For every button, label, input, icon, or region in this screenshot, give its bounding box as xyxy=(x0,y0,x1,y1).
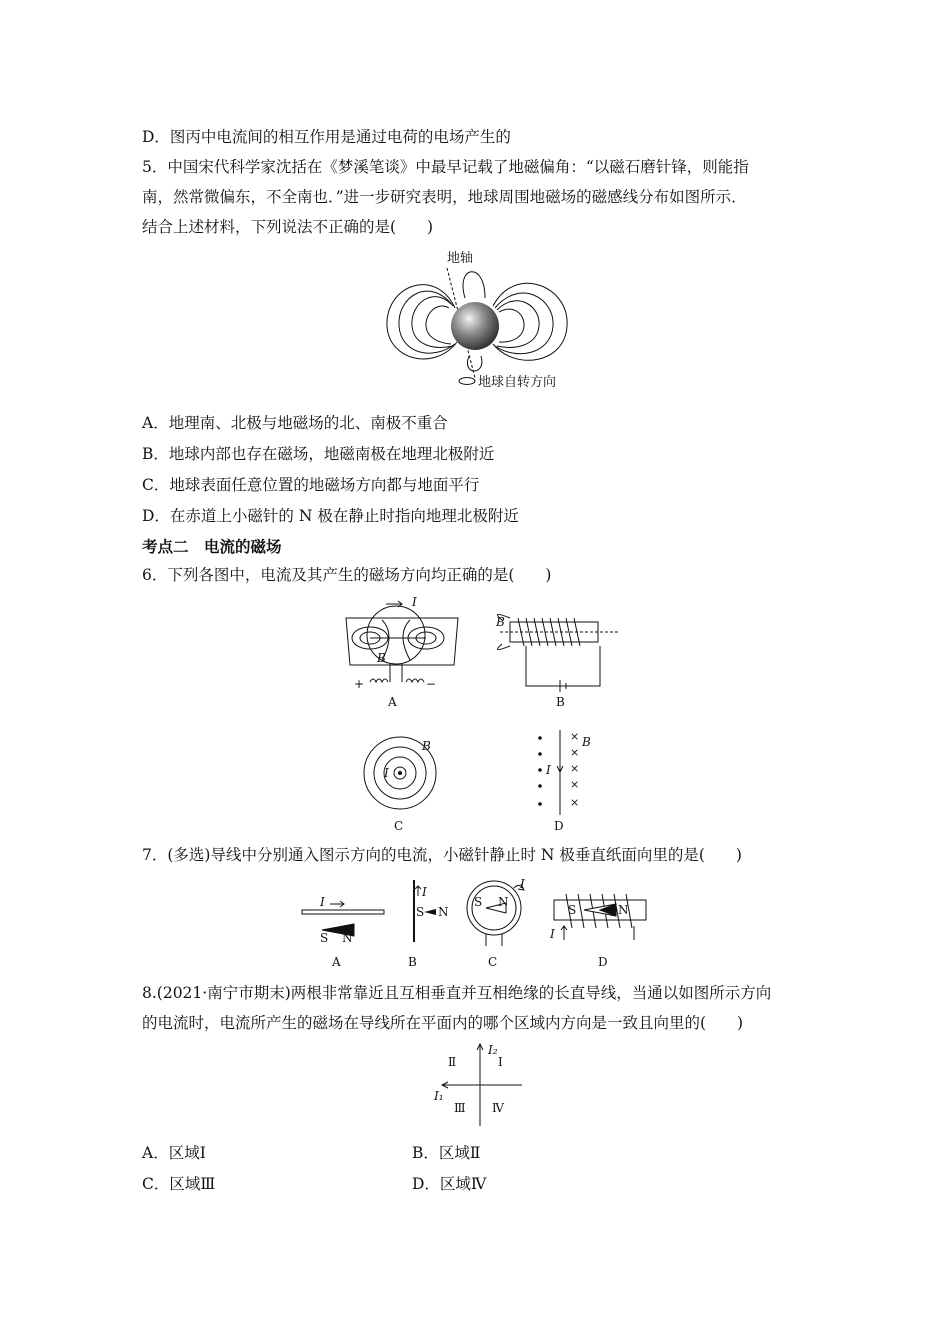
q6a-minus: − xyxy=(426,677,437,691)
svg-text:×: × xyxy=(570,746,580,759)
q6-diagram-a xyxy=(346,601,458,682)
q7-figure xyxy=(300,876,660,971)
q8-option-d: D．区域Ⅳ xyxy=(412,1175,487,1193)
earth-rotation-label: 地球自转方向 xyxy=(478,375,557,390)
q7d-current-label: I xyxy=(550,927,555,941)
q6b-field-label: B xyxy=(496,615,505,629)
q7c-current-label: I xyxy=(520,877,525,891)
q7-stem: 7．(多选)导线中分别通入图示方向的电流，小磁针静止时 N 极垂直纸面向里的是( ) xyxy=(142,846,742,864)
q7-diagram-d xyxy=(554,894,646,940)
q8-region-4: Ⅳ xyxy=(492,1101,504,1115)
q6-label-d: D xyxy=(554,819,564,833)
q5-stem-line1: 5．中国宋代科学家沈括在《梦溪笔谈》中最早记载了地磁偏角：“以磁石磨针锋，则能指 xyxy=(142,158,749,176)
q8-region-2: Ⅱ xyxy=(448,1055,457,1069)
q5-option-b: B．地球内部也存在磁场，地磁南极在地理北极附近 xyxy=(142,445,495,463)
q8-option-c: C．区域Ⅲ xyxy=(142,1175,216,1193)
q6-diagram-d xyxy=(557,730,563,815)
q6-label-c: C xyxy=(394,819,404,833)
q5-option-d: D．在赤道上小磁针的 N 极在静止时指向地理北极附近 xyxy=(142,507,519,525)
q5-option-c: C．地球表面任意位置的地磁场方向都与地面平行 xyxy=(142,476,480,494)
q6c-current-label: I xyxy=(384,766,389,780)
q6d-current-label: I xyxy=(546,763,551,777)
earth-axis-label: 地轴 xyxy=(447,251,474,266)
q6d-field-label: B xyxy=(582,735,591,749)
q8-stem-line2: 的电流时，电流所产生的磁场在导线所在平面内的哪个区域内方向是一致且向里的( ) xyxy=(142,1014,744,1032)
q7a-s-label: S xyxy=(320,931,329,945)
q8-stem-line1: 8.(2021·南宁市期末)两根非常靠近且互相垂直并互相绝缘的长直导线，当通以如图所示方向 xyxy=(142,984,772,1002)
q7b-current-label: I xyxy=(422,885,427,899)
q7-label-d: D xyxy=(598,955,608,969)
q5-stem-line2: 南，然常微偏东，不全南也．”进一步研究表明，地球周围地磁场的磁感线分布如图所示． xyxy=(142,188,747,206)
q6-figure xyxy=(330,590,630,835)
q6-stem: 6．下列各图中，电流及其产生的磁场方向均正确的是( ) xyxy=(142,566,552,584)
q7d-n-label: N xyxy=(618,903,629,917)
q8-current-i2: I₂ xyxy=(488,1043,498,1057)
q7a-current-label: I xyxy=(320,895,325,909)
earth-sphere xyxy=(451,302,499,350)
q7b-n-label: N xyxy=(438,905,449,919)
q6a-field-label: B xyxy=(377,651,386,665)
svg-text:×: × xyxy=(570,796,580,809)
q5-option-a: A．地理南、北极与地磁场的北、南极不重合 xyxy=(142,414,448,432)
q7-label-b: B xyxy=(408,955,417,969)
q6-label-b: B xyxy=(556,695,565,709)
svg-text:×: × xyxy=(570,730,580,743)
q6-diagram-b xyxy=(498,614,621,692)
q4-option-d: D．图丙中电流间的相互作用是通过电荷的电场产生的 xyxy=(142,128,511,146)
q7b-s-label: S xyxy=(416,905,425,919)
q8-region-3: Ⅲ xyxy=(454,1101,466,1115)
q6a-current-label: I xyxy=(412,595,417,609)
q5-stem-line3: 结合上述材料，下列说法不正确的是( ) xyxy=(142,218,434,236)
q8-option-a: A．区域Ⅰ xyxy=(142,1144,206,1162)
q7-label-a: A xyxy=(332,955,341,969)
q7c-n-label: N xyxy=(498,895,509,909)
q6c-field-label: B xyxy=(422,739,431,753)
q6a-plus: + xyxy=(354,677,365,691)
earth-magnetic-field-figure xyxy=(375,246,575,396)
svg-text:×: × xyxy=(570,762,580,775)
q8-option-b: B．区域Ⅱ xyxy=(412,1144,481,1162)
svg-text:×: × xyxy=(570,778,580,791)
q8-current-i1: I₁ xyxy=(434,1089,444,1103)
q7-label-c: C xyxy=(488,955,498,969)
section-heading: 考点二 电流的磁场 xyxy=(142,537,282,556)
q8-region-1: Ⅰ xyxy=(498,1055,503,1069)
q7-diagram-c xyxy=(467,881,524,946)
q7d-s-label: S xyxy=(568,903,577,917)
q8-figure xyxy=(430,1040,530,1130)
q6-label-a: A xyxy=(388,695,397,709)
q7c-s-label: S xyxy=(474,895,483,909)
q7a-n-label: N xyxy=(342,931,353,945)
